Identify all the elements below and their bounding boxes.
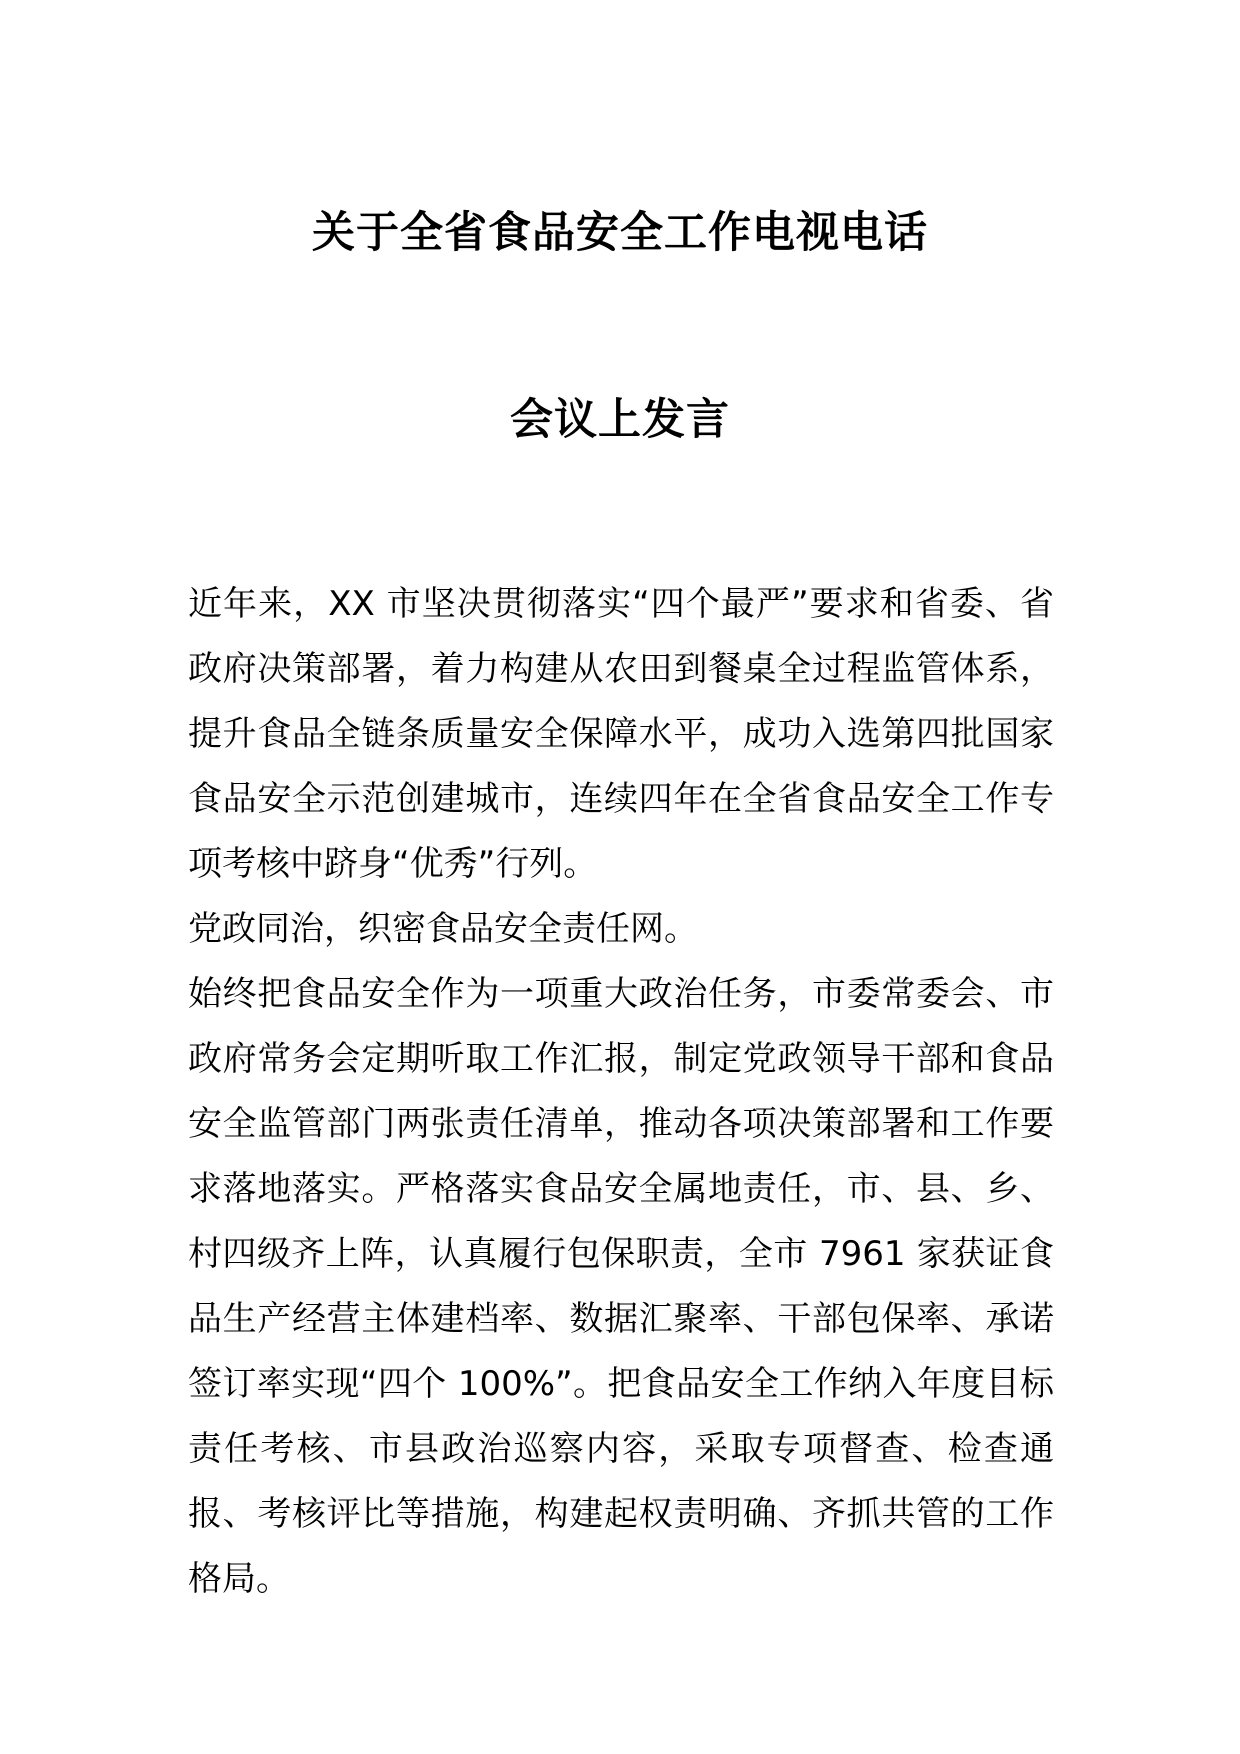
document-title-line-1: 关于全省食品安全工作电视电话 — [312, 208, 928, 258]
paragraph-heading: 党政同治，织密食品安全责任网。 — [188, 909, 698, 949]
document-title-line-2: 会议上发言 — [510, 395, 730, 445]
paragraph-intro: 近年来，XX 市坚决贯彻落实“四个最严”要求和省委、省政府决策部署，着力构建从农田到餐桌全过程监管体系，提升食品全链条质量安全保障水平，成功入选第四批国家食品安全示范创建城市，连续四年在全省食品安全工作专项考核中跻身“优秀”行列。 — [188, 584, 1054, 884]
paragraph-body: 始终把食品安全作为一项重大政治任务，市委常委会、市政府常务会定期听取工作汇报，制定党政领导干部和食品安全监管部门两张责任清单，推动各项决策部署和工作要求落地落实。严格落实食品安全属地责任，市、县、乡、村四级齐上阵，认真履行包保职责，全市 7961 家获证食品生产经营主体建档率、数据汇聚率、干部包保率、承诺签订率实现“四个 100%”。把食品安全工作纳入年度目标责任考核、市县政治巡察内容，采取专项督查、检查通报、考核评比等措施，构建起权责明确、齐抓共管的工作格局。 — [188, 974, 1054, 1599]
document-body — [188, 572, 1054, 1612]
